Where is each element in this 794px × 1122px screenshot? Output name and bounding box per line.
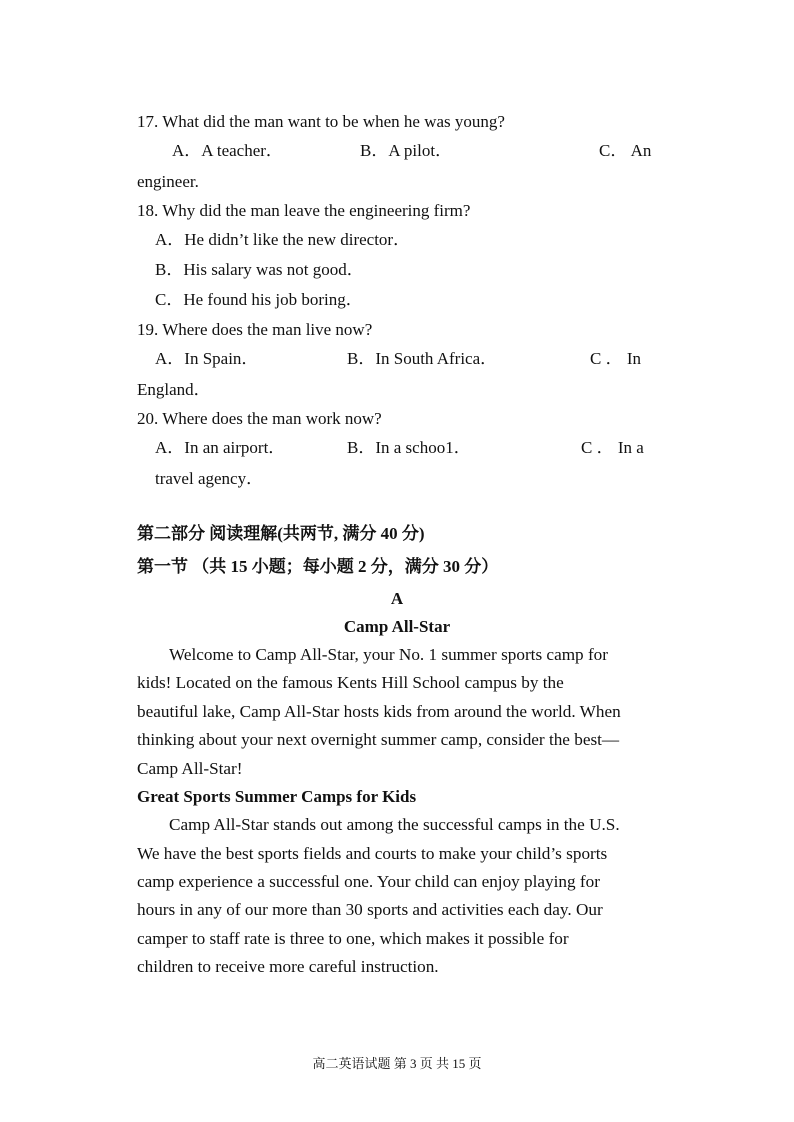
question-19-stem: 19. Where does the man live now? [137,320,373,339]
passage-letter: A [390,589,404,608]
question-17-option-c-continuation: engineer. [137,172,199,191]
passage-title: Camp All-Star [343,617,451,636]
paragraph-2-line: Camp All-Star stands out among the successful camps in the U.S. [169,815,620,834]
question-20-option-c: C ． In a [581,438,644,457]
question-17-stem: 17. What did the man want to be when he was young? [137,112,505,131]
question-19-option-c: C ． In [590,349,641,368]
paragraph-2-line: hours in any of our more than 30 sports and activities each day. Our [137,900,603,919]
paragraph-1-line: Welcome to Camp All-Star, your No. 1 summer sports camp for [169,645,608,664]
part-title: 第二部分 阅读理解(共两节, 满分 40 分) [137,524,425,543]
paragraph-2-line: We have the best sports fields and courts to make your child’s sports [137,844,608,863]
question-19-option-a: A．In Spain． [155,349,259,368]
question-18-option-c: C．He found his job boring． [155,290,363,309]
question-20-option-c-continuation: travel agency． [155,469,264,488]
question-18-stem: 18. Why did the man leave the engineering firm? [137,201,471,220]
paragraph-2-line: children to receive more careful instruction. [137,957,439,976]
question-18-option-b: B．His salary was not good． [155,260,364,279]
paragraph-1-line: thinking about your next overnight summer camp, consider the best— [137,730,620,749]
question-19-option-b: B．In South Africa． [347,349,498,368]
paragraph-1-line: Camp All-Star! [137,759,243,778]
paragraph-1-line: beautiful lake, Camp All-Star hosts kids from around the world. When [137,702,621,721]
question-20-option-b: B．In a schoo1． [347,438,471,457]
question-17-option-a: A．A teacher． [172,141,283,160]
subsection-title: 第一节 （共 15 小题；每小题 2 分，满分 30 分） [137,557,499,576]
question-18-option-a: A．He didn’t like the new director． [155,230,411,249]
paragraph-2-line: camper to staff rate is three to one, which makes it possible for [137,929,569,948]
page-footer: 高二英语试题 第 3 页 共 15 页 [312,1056,482,1071]
question-17-option-c: C． An [599,141,652,160]
section-heading: Great Sports Summer Camps for Kids [137,787,417,806]
paragraph-2-line: camp experience a successful one. Your child can enjoy playing for [137,872,600,891]
question-20-stem: 20. Where does the man work now? [137,409,382,428]
question-17-option-b: B．A pilot． [360,141,453,160]
question-19-option-c-continuation: England． [137,380,211,399]
question-20-option-a: A．In an airport． [155,438,286,457]
paragraph-1-line: kids! Located on the famous Kents Hill School campus by the [137,673,564,692]
